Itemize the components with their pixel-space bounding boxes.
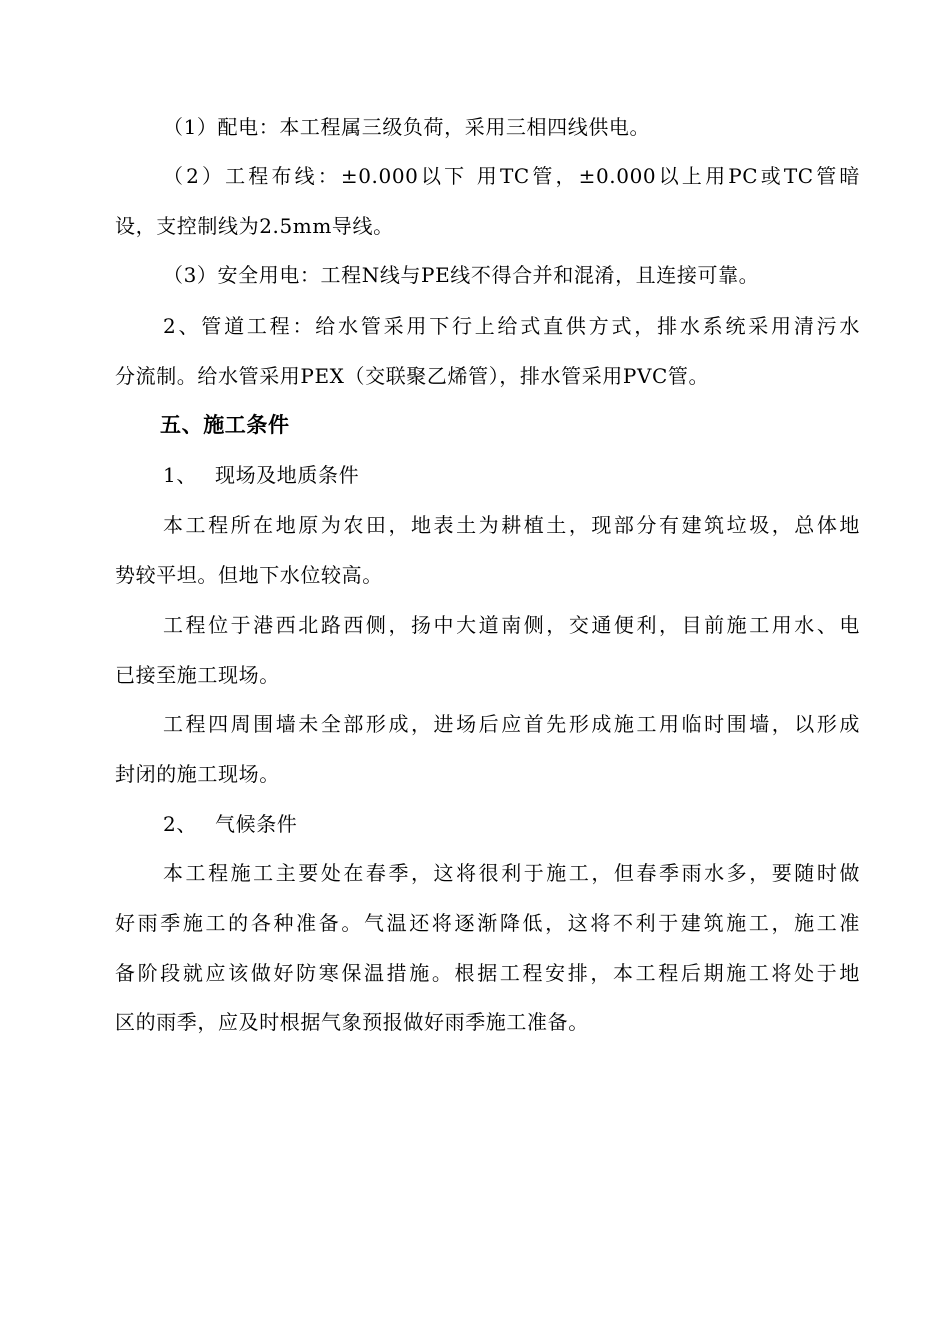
paragraph-location-line-1: 工程位于港西北路西侧，扬中大道南侧，交通便利，目前施工用水、电 xyxy=(163,613,860,637)
paragraph-climate-line-1: 本工程施工主要处在春季，这将很利于施工，但春季雨水多，要随时做 xyxy=(163,861,860,885)
subsection-number: 2、 xyxy=(163,812,197,836)
paragraph-pipeline-line-2: 分流制。给水管采用PEX（交联聚乙烯管），排水管采用PVC管。 xyxy=(115,364,710,388)
paragraph-enclosure-line-1: 工程四周围墙未全部形成，进场后应首先形成施工用临时围墙，以形成 xyxy=(163,712,860,736)
subsection-title: 气候条件 xyxy=(215,812,298,836)
paragraph-enclosure-line-2: 封闭的施工现场。 xyxy=(115,762,280,786)
subsection-climate xyxy=(163,809,860,839)
paragraph-climate-line-2: 好雨季施工的各种准备。气温还将逐渐降低，这将不利于建筑施工，施工准 xyxy=(115,911,860,935)
paragraph-power-distribution: （1）配电：本工程属三级负荷，采用三相四线供电。 xyxy=(163,115,651,139)
paragraph-climate-line-4: 区的雨季，应及时根据气象预报做好雨季施工准备。 xyxy=(115,1010,589,1034)
section-heading-construction-conditions: 五、施工条件 xyxy=(160,413,290,437)
paragraph-wiring-line-1: （2）工程布线：±0.000以下 用TC管，±0.000以上用PC或TC管暗 xyxy=(163,164,860,188)
subsection-title: 现场及地质条件 xyxy=(215,463,360,487)
subsection-site-geology xyxy=(163,460,860,490)
paragraph-wiring-line-2: 设，支控制线为2.5mm导线。 xyxy=(115,214,394,238)
paragraph-safe-electricity: （3）安全用电：工程N线与PE线不得合并和混淆，且连接可靠。 xyxy=(163,263,760,287)
paragraph-site-line-1: 本工程所在地原为农田，地表土为耕植土，现部分有建筑垃圾，总体地 xyxy=(163,513,860,537)
subsection-number: 1、 xyxy=(163,463,197,487)
paragraph-location-line-2: 已接至施工现场。 xyxy=(115,663,280,687)
paragraph-pipeline-line-1: 2、管道工程：给水管采用下行上给式直供方式，排水系统采用清污水 xyxy=(163,314,860,338)
paragraph-site-line-2: 势较平坦。但地下水位较高。 xyxy=(115,563,383,587)
paragraph-climate-line-3: 备阶段就应该做好防寒保温措施。根据工程安排，本工程后期施工将处于地 xyxy=(115,961,860,985)
